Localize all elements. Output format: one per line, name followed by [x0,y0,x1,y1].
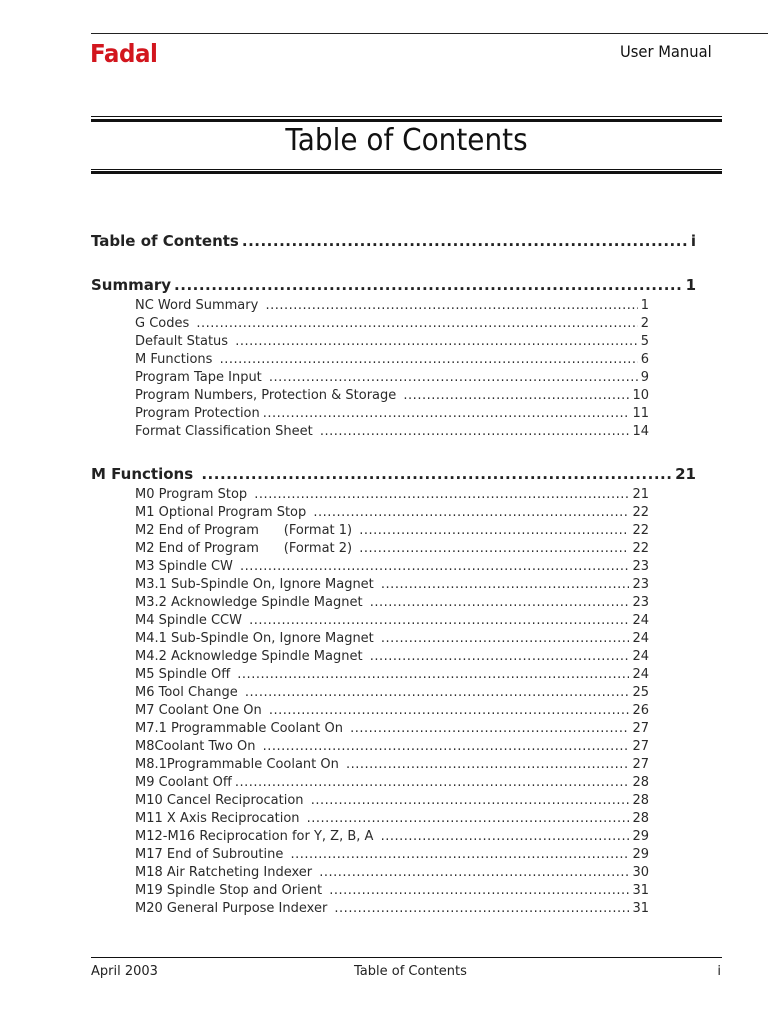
toc-subentry[interactable] [135,775,649,793]
toc-subentry[interactable] [135,829,649,847]
toc-subentry[interactable] [135,559,649,577]
toc-entry-label: Program Tape Input [135,370,266,385]
toc-entry-page-number: 6 [640,352,649,367]
toc-subentry[interactable] [135,541,649,559]
toc-entry-page-number: 5 [640,334,649,349]
toc-entry-label: Summary [91,276,172,294]
toc-entry-label: M11 X Axis Reciprocation [135,811,304,826]
toc-entry-page-number: 10 [632,388,649,403]
toc-entry-page-number: 23 [632,559,649,574]
dot-leader [245,685,630,700]
manual-label: User Manual [620,42,712,61]
dot-leader [269,703,630,718]
toc-subentry[interactable] [135,685,649,703]
dot-leader [242,232,688,250]
toc-subentry[interactable] [135,424,649,442]
toc-entry-label: M12-M16 Reciprocation for Y, Z, B, A [135,829,378,844]
toc-entry-page-number: 9 [640,370,649,385]
toc-subentry[interactable] [135,865,649,883]
dot-leader [329,883,629,898]
toc-entry-page-number: 24 [632,631,649,646]
toc-entry-label: M18 Air Ratcheting Indexer [135,865,317,880]
toc-entry-page-number: 31 [632,883,649,898]
dot-leader [311,793,630,808]
toc-entry-page-number: 30 [632,865,649,880]
dot-leader [350,721,629,736]
toc-subentry[interactable] [135,370,649,388]
dot-leader [307,811,630,826]
toc-subentry[interactable] [135,595,649,613]
toc-entry-label: M6 Tool Change [135,685,242,700]
toc-entry-label: Program Protection [135,406,260,421]
toc-entry-label: M8.1Programmable Coolant On [135,757,343,772]
toc-entry-page-number: 28 [632,793,649,808]
toc-subentry[interactable] [135,811,649,829]
toc-entry-label: G Codes [135,316,194,331]
dot-leader [370,649,630,664]
toc-subentry[interactable] [135,721,649,739]
toc-subentry[interactable] [135,757,649,775]
toc-entry-label: Table of Contents [91,232,239,250]
dot-leader [313,505,629,520]
toc-entry-page-number: 11 [632,406,649,421]
toc-entry-label: NC Word Summary [135,298,263,313]
toc-entry-label: M10 Cancel Reciprocation [135,793,308,808]
dot-leader [269,370,638,385]
toc-entry-page-number: 24 [632,613,649,628]
toc-entry-page-number: 27 [632,721,649,736]
toc-subentry[interactable] [135,649,649,667]
toc-entry-label: M5 Spindle Off [135,667,235,682]
dot-leader [249,613,629,628]
toc-subentry[interactable] [135,739,649,757]
toc-entry-label: M9 Coolant Off [135,775,232,790]
toc-subentry[interactable] [135,667,649,685]
toc-entry-page-number: 27 [632,757,649,772]
toc-entry-label: M Functions [91,465,199,483]
toc-subentry[interactable] [135,316,649,334]
toc-entry-label: M4.1 Sub-Spindle On, Ignore Magnet [135,631,378,646]
dot-leader [254,487,629,502]
dot-leader [201,465,672,483]
toc-entry-label: M19 Spindle Stop and Orient [135,883,327,898]
toc-subentry[interactable] [135,523,649,541]
dot-leader [359,523,629,538]
dot-leader [237,667,629,682]
toc-entry-label: Program Numbers, Protection & Storage [135,388,401,403]
toc-subentry[interactable] [135,901,649,919]
dot-leader [290,847,629,862]
footer-section: Table of Contents [354,964,467,979]
toc-entry-page-number: 2 [640,316,649,331]
toc-entry-page-number: i [690,232,696,250]
dot-leader [320,424,630,439]
dot-leader [319,865,629,880]
toc-entry-page-number: 31 [632,901,649,916]
toc-entry-page-number: 1 [685,276,696,294]
toc-entry-label: M20 General Purpose Indexer [135,901,332,916]
toc-entry-label: M7 Coolant One On [135,703,266,718]
toc-subentry[interactable] [135,505,649,523]
toc-subentry[interactable] [135,298,649,316]
toc-entry-page-number: 27 [632,739,649,754]
dot-leader [359,541,629,556]
toc-entry-label: M3.2 Acknowledge Spindle Magnet [135,595,367,610]
toc-entry-page-number: 29 [632,829,649,844]
footer-rule [91,957,722,958]
toc-entry-label: M17 End of Subroutine [135,847,288,862]
toc-subentry[interactable] [135,406,649,424]
dot-leader [235,334,638,349]
toc-entry-page-number: 22 [632,541,649,556]
toc-entry-page-number: 25 [632,685,649,700]
toc-entry-label: M2 End of Program (Format 1) [135,523,357,538]
toc-section-entry[interactable] [91,465,696,487]
toc-subentry[interactable] [135,847,649,865]
dot-leader [381,631,630,646]
toc-subentry[interactable] [135,334,649,352]
toc-entry-page-number: 23 [632,595,649,610]
toc-entry-page-number: 14 [632,424,649,439]
toc-entry-page-number: 24 [632,667,649,682]
dot-leader [403,388,629,403]
toc-entry-label: Default Status [135,334,233,349]
toc-entry-page-number: 24 [632,649,649,664]
toc-entry-label: M7.1 Programmable Coolant On [135,721,348,736]
toc-entry-page-number: 22 [632,523,649,538]
toc-entry-label: M1 Optional Program Stop [135,505,311,520]
footer-page-number: i [717,964,721,979]
toc-entry-page-number: 28 [632,775,649,790]
toc-subentry[interactable] [135,487,649,505]
toc-entry-page-number: 29 [632,847,649,862]
dot-leader [220,352,638,367]
dot-leader [381,829,630,844]
dot-leader [346,757,629,772]
dot-leader [235,775,630,790]
toc-entry-page-number: 22 [632,505,649,520]
page-title: Table of Contents [285,123,528,158]
dot-leader [263,739,630,754]
toc-subentry[interactable] [135,703,649,721]
brand-logo: Fadal [90,39,158,68]
dot-leader [370,595,630,610]
dot-leader [381,577,630,592]
dot-leader [240,559,629,574]
toc-entry-label: M4.2 Acknowledge Spindle Magnet [135,649,367,664]
toc-subentry[interactable] [135,631,649,649]
dot-leader [334,901,629,916]
toc-entry-label: M4 Spindle CCW [135,613,247,628]
toc-subentry[interactable] [135,352,649,370]
toc-entry-label: M3.1 Sub-Spindle On, Ignore Magnet [135,577,378,592]
toc-entry-page-number: 26 [632,703,649,718]
toc-subentry[interactable] [135,883,649,901]
dot-leader [263,406,630,421]
toc-entry-page-number: 1 [640,298,649,313]
toc-entry-page-number: 23 [632,577,649,592]
toc-subentry[interactable] [135,388,649,406]
toc-entry-label: M2 End of Program (Format 2) [135,541,357,556]
dot-leader [196,316,637,331]
toc-subentry[interactable] [135,613,649,631]
toc-entry-page-number: 21 [632,487,649,502]
toc-subentry[interactable] [135,793,649,811]
toc-section-entry[interactable] [91,232,696,254]
dot-leader [265,298,637,313]
toc-entry-label: M0 Program Stop [135,487,252,502]
toc-section-entry[interactable] [91,276,696,298]
footer-date: April 2003 [91,964,158,979]
toc-entry-label: Format Classification Sheet [135,424,317,439]
toc-entry-page-number: 21 [675,465,696,483]
dot-leader [174,276,683,294]
toc-entry-label: M8Coolant Two On [135,739,260,754]
toc-entry-label: M3 Spindle CW [135,559,238,574]
toc-entry-page-number: 28 [632,811,649,826]
toc-entry-label: M Functions [135,352,217,367]
toc-subentry[interactable] [135,577,649,595]
